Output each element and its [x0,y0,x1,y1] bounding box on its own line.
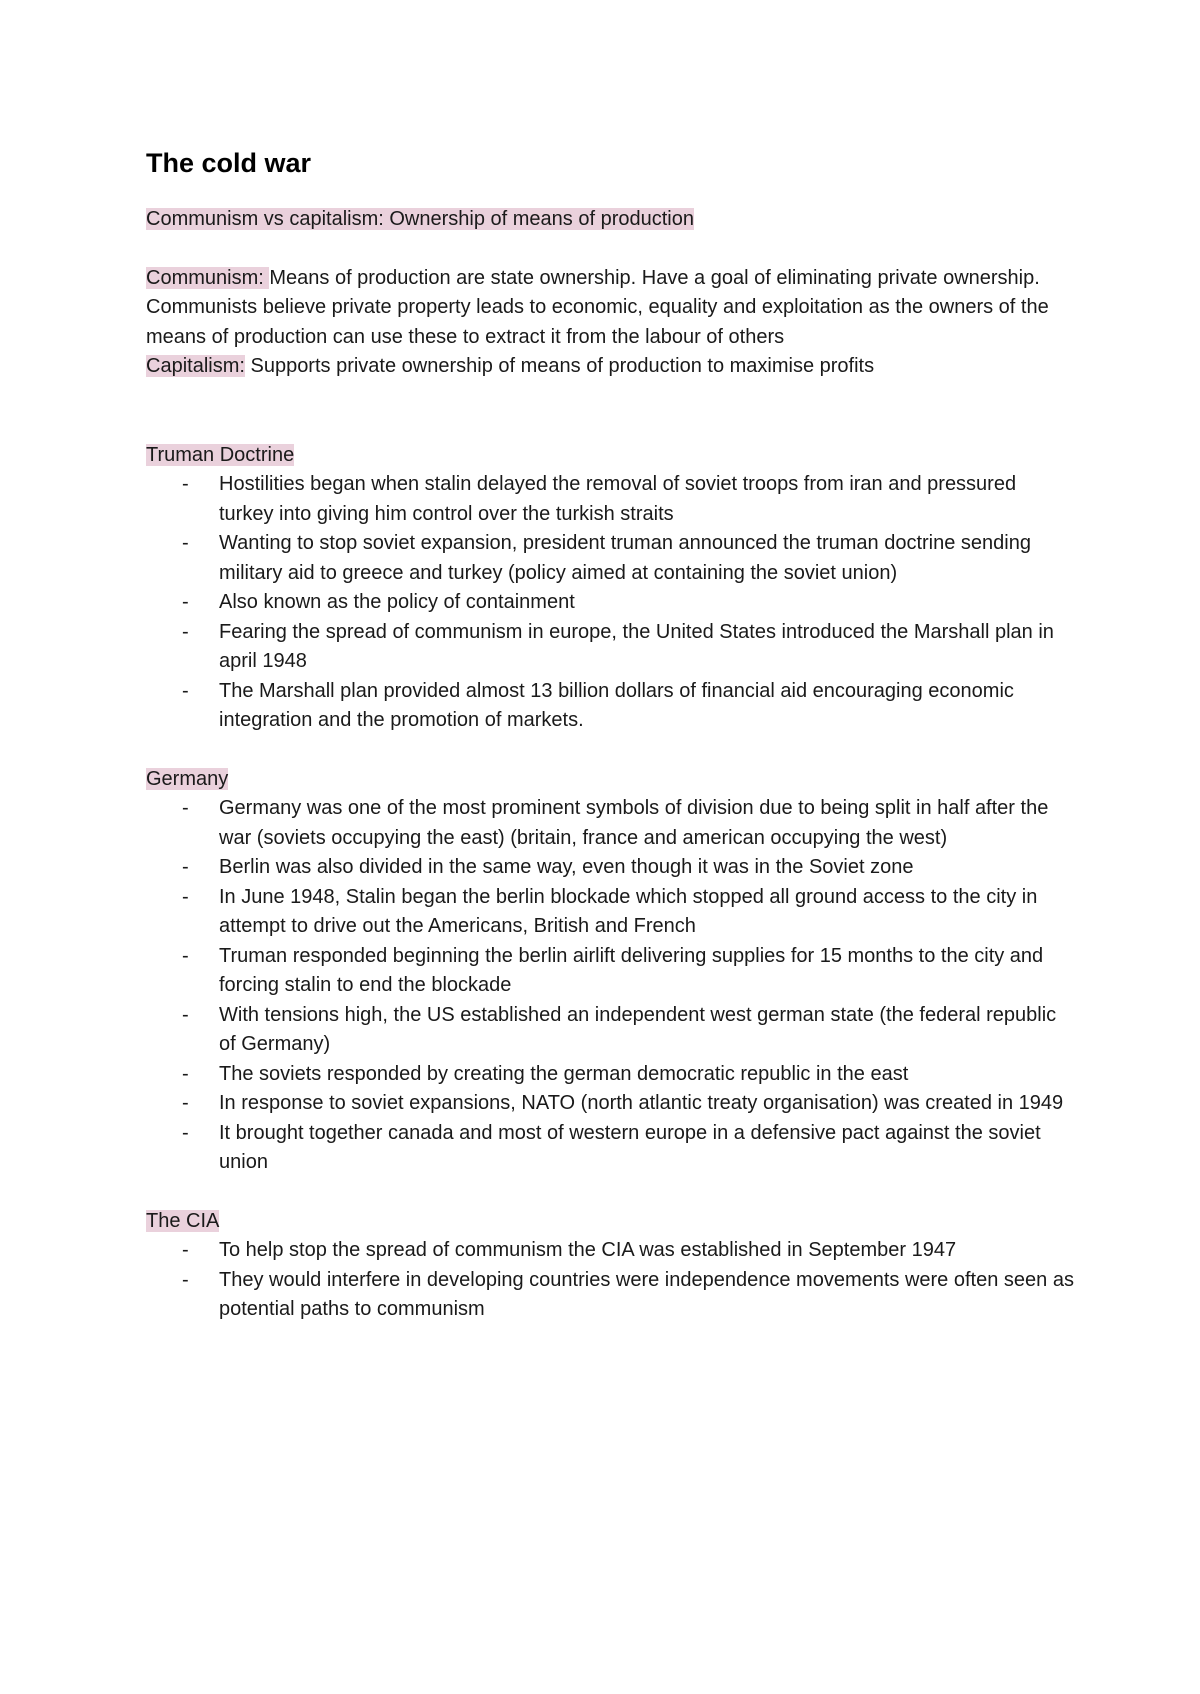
list-item [146,1089,1076,1119]
capitalism-definition [146,352,1076,382]
list-item [146,529,1076,588]
bullet-dash: - [182,1092,189,1114]
bullet-dash: - [182,620,189,643]
list-item-text: Wanting to stop soviet expansion, president truman announced the truman doctrine sending military aid to greece and turkey (policy aimed at containing the soviet union) [219,532,1031,584]
list-item-text: Hostilities began when stalin delayed the removal of soviet troops from iran and pressured turkey into giving him control over the turkish straits [219,473,1017,525]
section-heading-highlight: Truman Doctrine [146,443,295,466]
bullet-dash: - [182,1062,189,1085]
communism-label: Communism: [146,266,270,289]
list-item [146,883,1076,942]
list-item [146,1060,1076,1090]
list-item [146,588,1076,618]
bullet-dash: - [182,1239,189,1261]
bullet-dash: - [182,532,189,554]
list-item-text: Berlin was also divided in the same way, even though it was in the Soviet zone [219,856,914,878]
germany-list [146,794,1076,1178]
list-item [146,853,1076,883]
subtitle-highlight: Communism vs capitalism: Ownership of means of production [146,208,694,230]
list-item-text: In June 1948, Stalin began the berlin blockade which stopped all ground access to the city in attempt to drive out the Americans, British and French [219,885,1038,937]
list-item-text: The soviets responded by creating the german democratic republic in the east [219,1062,909,1085]
list-item [146,794,1076,853]
bullet-dash: - [182,797,189,819]
list-item [146,618,1076,677]
bullet-dash: - [182,591,189,613]
document-page [146,146,1076,1325]
section-heading-the-cia [146,1207,1076,1237]
truman-doctrine-list [146,470,1076,736]
bullet-dash: - [182,885,189,908]
subtitle-line [146,205,1076,235]
bullet-dash: - [182,473,189,495]
list-item-text: In response to soviet expansions, NATO (north atlantic treaty organisation) was created in 1949 [219,1092,1064,1114]
spacer [146,736,1076,765]
list-item-text: Also known as the policy of containment [219,591,575,613]
section-heading-truman-doctrine [146,441,1076,471]
list-item-text: The Marshall plan provided almost 13 billion dollars of financial aid encouraging economic integration and the promotion of markets. [219,679,1014,731]
capitalism-label: Capitalism: [146,355,245,377]
section-heading-germany [146,765,1076,795]
list-item-text: With tensions high, the US established an independent west german state (the federal republic of Germany) [219,1003,1057,1055]
list-item-text: They would interfere in developing countries were independence movements were often seen as potential paths to communism [219,1268,1074,1320]
list-item [146,1001,1076,1060]
bullet-dash: - [182,1121,189,1144]
spacer [146,382,1076,441]
bullet-dash: - [182,679,189,702]
page-title: The cold war [146,148,312,178]
list-item [146,1266,1076,1325]
list-item-text: Germany was one of the most prominent symbols of division due to being split in half after the war (soviets occupying the east) (britain, france and american occupying the west) [219,797,1049,849]
list-item [146,1119,1076,1178]
list-item [146,677,1076,736]
capitalism-text: Supports private ownership of means of production to maximise profits [244,355,875,377]
list-item [146,470,1076,529]
list-item-text: Fearing the spread of communism in europe, the United States introduced the Marshall plan in april 1948 [219,620,1054,672]
the-cia-list [146,1236,1076,1325]
spacer [146,235,1076,264]
section-heading-highlight: The CIA [146,1209,220,1232]
bullet-dash: - [182,944,189,967]
bullet-dash: - [182,1268,189,1291]
communism-definition [146,264,1076,353]
list-item-text: Truman responded beginning the berlin airlift delivering supplies for 15 months to the city and forcing stalin to end the blockade [219,944,1044,996]
list-item-text: It brought together canada and most of western europe in a defensive pact against the soviet union [219,1121,1041,1173]
list-item [146,1236,1076,1266]
list-item [146,942,1076,1001]
spacer [146,1178,1076,1207]
list-item-text: To help stop the spread of communism the CIA was established in September 1947 [219,1239,957,1261]
section-heading-highlight: Germany [146,767,229,790]
bullet-dash: - [182,1003,189,1026]
bullet-dash: - [182,856,189,878]
communism-text: Means of production are state ownership. Have a goal of eliminating private ownership. Communists believe private property leads to economic, equality and exploitation as the owners of the means of production can use these to extract it from the labour of others [146,266,1049,348]
